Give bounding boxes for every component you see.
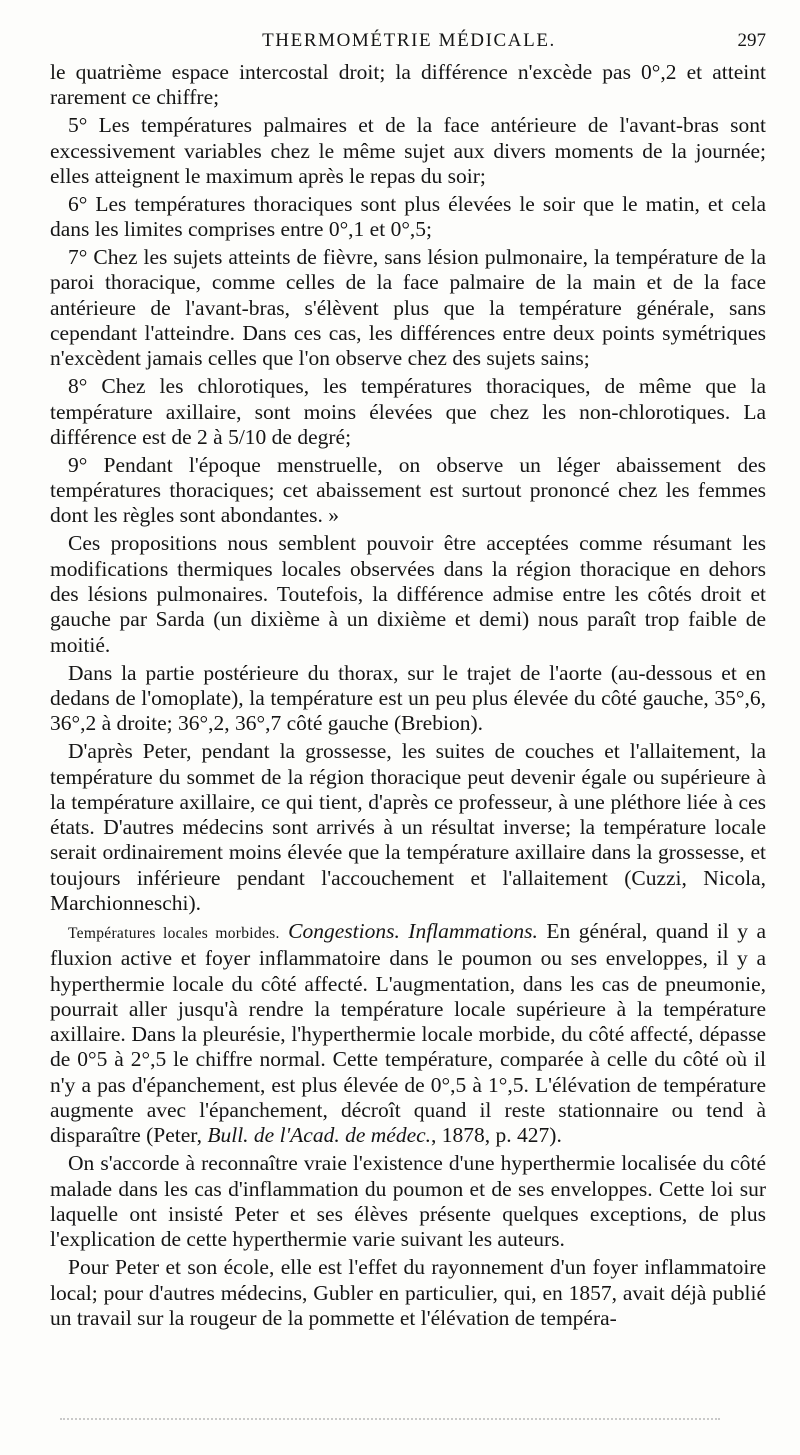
paragraph-aorta: Dans la partie postérieure du thorax, sur le trajet de l'aorte (au-dessous et en dedans de l'omoplate), la température est un peu plus élevée du côté gauche, 35°,6, 36°,2 à droite; 36°,2, 36°,7 côté gauche (Brebion). bbox=[50, 660, 766, 736]
paragraph-continuation: le quatrième espace intercostal droit; la différence n'excède pas 0°,2 et atteint rarement ce chiffre; bbox=[50, 60, 766, 110]
footer-scan-artifact bbox=[60, 1418, 720, 1420]
page-header bbox=[52, 30, 766, 56]
paragraph-peter-school: Pour Peter et son école, elle est l'effet du rayonnement d'un foyer inflammatoire local; pour d'autres médecins, Gubler en particulier, qui, en 1857, avait déjà publié un travail sur la rougeur de la pommette et l'élévation de tempéra- bbox=[50, 1255, 766, 1330]
journal-reference: Bull. de l'Acad. de médec. bbox=[207, 1123, 432, 1148]
page-body bbox=[50, 60, 766, 1334]
paragraph-peter-pregnancy: D'après Peter, pendant la grossesse, les suites de couches et l'allaitement, la température du sommet de la région thoracique peut devenir égale ou supérieure à la température axillaire, ce qui tient, d'après ce professeur, à une pléthore liée à ces états. D'autres médecins sont arrivés à un résultat inverse; la température locale serait ordinairement moins élevée que la température axillaire dans la grossesse, et toujours inférieure pendant l'accouchement et l'allaitement (Cuzzi, Nicola, Marchionneschi). bbox=[50, 739, 766, 915]
paragraph-item-7: 7° Chez les sujets atteints de fièvre, sans lésion pulmonaire, la température de la paroi thoracique, comme celles de la face palmaire de la main et de la face antérieure de l'avant-bras, s'élèvent plus que la température générale, sans cependant l'atteindre. Dans ces cas, les différences entre deux points symétriques n'excèdent jamais celles que l'on observe chez des sujets sains; bbox=[50, 245, 766, 371]
reference-year-page: , 1878, p. 427). bbox=[431, 1123, 562, 1148]
paragraph-morbid-temperatures bbox=[50, 919, 766, 1149]
morbid-text: En général, quand il y a fluxion active et foyer inflammatoire dans le poumon ou ses enveloppes, il y a hyperthermie locale du côté affecté. L'augmentation, dans les cas de pneumonie, pourrait aller jusqu'à rendre la température locale supérieure à la température axillaire. Dans la pleurésie, l'hyperthermie locale morbide, du côté affecté, dépasse de 0°5 à 2°,5 le chiffre normal. Cette température, comparée à celle du côté où il n'y a pas d'épanchement, est plus élevée de 0°,5 à 1°,5. L'élévation de température augmente avec l'épanchement, décroît quand il reste stationnaire ou tend à disparaître (Peter, bbox=[50, 918, 767, 1148]
page-number: 297 bbox=[737, 30, 766, 51]
paragraph-hyperthermia: On s'accorde à reconnaître vraie l'existence d'une hyperthermie localisée du côté malade dans les cas d'inflammation du poumon et de ses enveloppes. Cette loi sur laquelle ont insisté Peter et ses élèves présente quelques exceptions, de plus l'explication de cette hyperthermie varie suivant les auteurs. bbox=[50, 1151, 766, 1252]
paragraph-propositions: Ces propositions nous semblent pouvoir être acceptées comme résumant les modifications thermiques locales observées dans la région thoracique en dehors des lésions pulmonaires. Toutefois, la différence admise entre les côtés droit et gauche par Sarda (un dixième à un dixième et demi) nous paraît trop faible de moitié. bbox=[50, 531, 766, 657]
paragraph-item-8: 8° Chez les chlorotiques, les températures thoraciques, de même que la température axillaire, sont moins élevées que chez les non-chlorotiques. La différence est de 2 à 5/10 de degré; bbox=[50, 374, 766, 449]
paragraph-item-9: 9° Pendant l'époque menstruelle, on observe un léger abaissement des températures thoraciques; cet abaissement est surtout prononcé chez les femmes dont les règles sont abondantes. » bbox=[50, 452, 766, 528]
section-heading: Températures locales morbides. bbox=[68, 924, 280, 942]
subheading-inflammations: Inflammations. bbox=[408, 918, 538, 943]
paragraph-item-5: 5° Les températures palmaires et de la face antérieure de l'avant-bras sont excessivement variables chez le même sujet aux divers moments de la journée; elles atteignent le maximum après le repas du soir; bbox=[50, 113, 766, 188]
running-title: THERMOMÉTRIE MÉDICALE. bbox=[262, 30, 556, 51]
paragraph-item-6: 6° Les températures thoraciques sont plus élevées le soir que le matin, et cela dans les limites comprises entre 0°,1 et 0°,5; bbox=[50, 191, 766, 242]
subheading-congestions: Congestions. bbox=[288, 918, 400, 943]
